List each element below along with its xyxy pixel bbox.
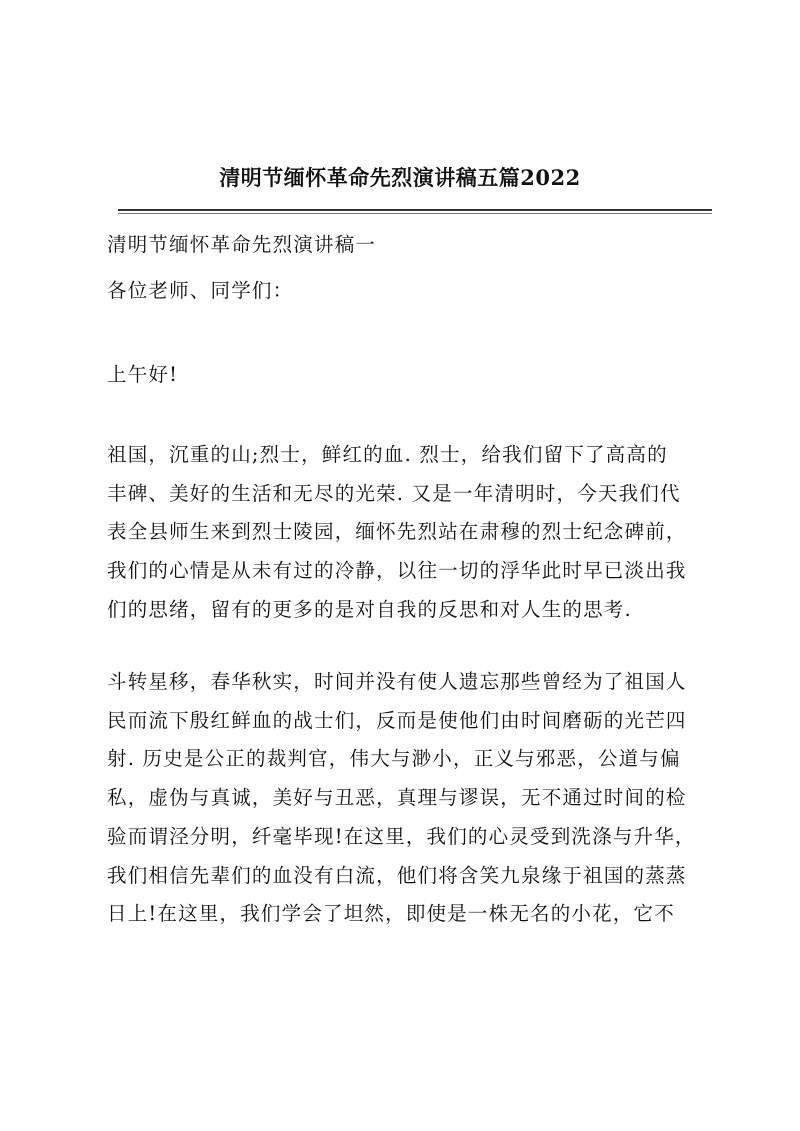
paragraph-line: 我们相信先辈们的血没有白流，他们将含笑九泉缘于祖国的蒸蒸	[107, 863, 687, 887]
speech-subtitle: 清明节缅怀革命先烈演讲稿一	[107, 233, 377, 256]
paragraph-line: 们的思绪，留有的更多的是对自我的反思和对人生的思考.	[107, 597, 632, 621]
paragraph-line: 民而流下殷红鲜血的战士们，反而是使他们由时间磨砺的光芒四	[107, 708, 687, 732]
paragraph-line: 射. 历史是公正的裁判官，伟大与渺小，正义与邪恶，公道与偏	[107, 747, 681, 771]
paragraph-line: 斗转星移，春华秋实，时间并没有使人遗忘那些曾经为了祖国人	[107, 670, 687, 693]
paragraph-line: 表全县师生来到烈士陵园，缅怀先烈站在肃穆的烈士纪念碑前，	[107, 520, 687, 544]
salutation: 各位老师、同学们：	[107, 279, 294, 302]
paragraph-line: 日上!在这里，我们学会了坦然，即使是一株无名的小花，它不	[107, 902, 675, 926]
paragraph-line: 我们的心情是从未有过的冷静，以往一切的浮华此时早已淡出我	[107, 559, 687, 583]
greeting: 上午好!	[107, 363, 179, 386]
title-divider	[118, 209, 712, 214]
document-title: 清明节缅怀革命先烈演讲稿五篇2022	[219, 165, 581, 190]
paragraph-line: 私，虚伪与真诚，美好与丑恶，真理与谬误，无不通过时间的检	[107, 786, 687, 810]
paragraph-line: 验而谓泾分明，纤毫毕现!在这里，我们的心灵受到洗涤与升华，	[107, 824, 696, 848]
paragraph-1	[107, 436, 707, 630]
paragraph-line: 祖国，沉重的山;烈士，鲜红的血. 烈士，给我们留下了高高的	[107, 443, 668, 466]
paragraph-line: 丰碑、美好的生活和无尽的光荣. 又是一年清明时，今天我们代	[107, 481, 681, 505]
paragraph-2	[107, 663, 707, 934]
